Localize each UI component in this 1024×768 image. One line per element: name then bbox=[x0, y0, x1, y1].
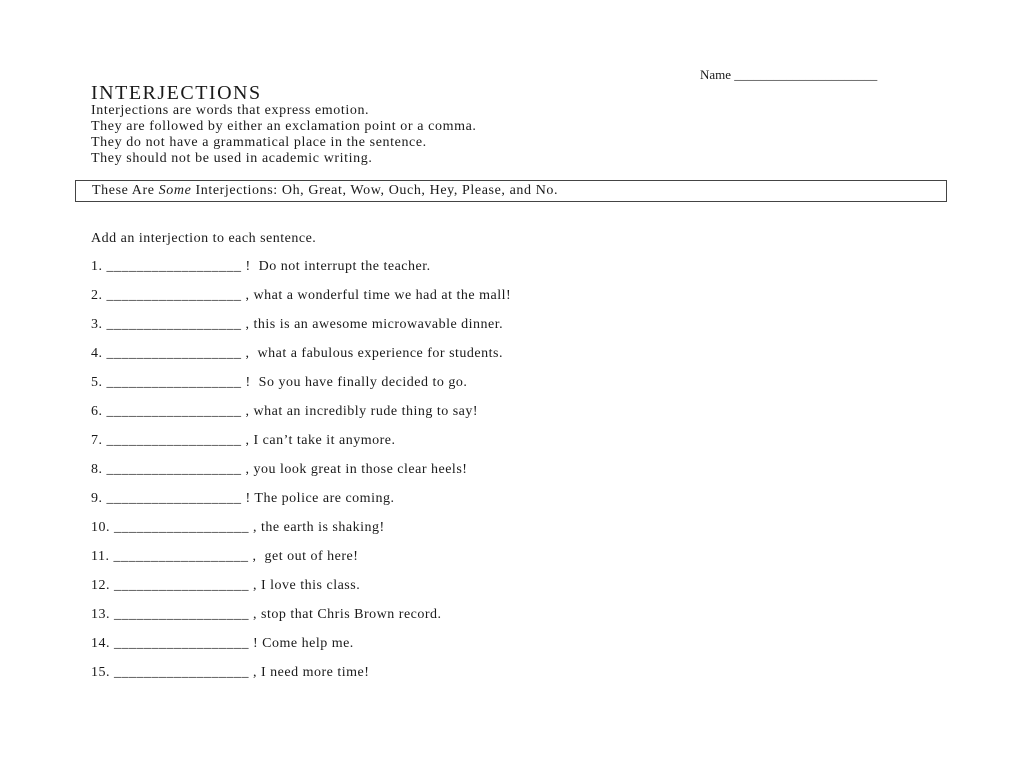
exercise-item bbox=[91, 665, 511, 694]
exercise-item bbox=[91, 491, 511, 520]
intro-line: They are followed by either an exclamation point or a comma. bbox=[91, 119, 477, 134]
exercise-item bbox=[91, 346, 511, 375]
box-emphasis: Some bbox=[158, 183, 192, 198]
answer-blank[interactable]: __________________ bbox=[106, 433, 242, 448]
item-sentence: , I need more time! bbox=[253, 665, 370, 680]
item-number: 8. bbox=[91, 462, 103, 477]
name-label: Name bbox=[700, 67, 732, 82]
answer-blank[interactable]: __________________ bbox=[106, 317, 242, 332]
interjections-example-box bbox=[75, 180, 947, 202]
item-number: 4. bbox=[91, 346, 103, 361]
answer-blank[interactable]: __________________ bbox=[106, 404, 242, 419]
answer-blank[interactable]: __________________ bbox=[114, 665, 249, 680]
answer-blank[interactable]: __________________ bbox=[114, 578, 249, 593]
exercise-item bbox=[91, 578, 511, 607]
intro-line: Interjections are words that express emotion. bbox=[91, 103, 370, 118]
item-sentence: , you look great in those clear heels! bbox=[245, 462, 468, 477]
answer-blank[interactable]: __________________ bbox=[106, 375, 242, 390]
item-sentence: , stop that Chris Brown record. bbox=[253, 607, 442, 622]
item-number: 5. bbox=[91, 375, 103, 390]
exercise-item bbox=[91, 520, 511, 549]
answer-blank[interactable]: __________________ bbox=[106, 346, 242, 361]
instruction: Add an interjection to each sentence. bbox=[91, 231, 317, 246]
item-sentence: ! So you have finally decided to go. bbox=[245, 375, 468, 390]
item-number: 13. bbox=[91, 607, 110, 622]
answer-blank[interactable]: __________________ bbox=[106, 288, 242, 303]
name-blank[interactable]: ______________________ bbox=[734, 67, 878, 82]
item-number: 3. bbox=[91, 317, 103, 332]
item-number: 11. bbox=[91, 549, 110, 564]
box-prefix: These Are bbox=[92, 183, 159, 198]
exercise-item bbox=[91, 549, 511, 578]
exercise-item bbox=[91, 288, 511, 317]
item-number: 12. bbox=[91, 578, 110, 593]
intro-line: They should not be used in academic writing. bbox=[91, 151, 373, 166]
item-sentence: ! The police are coming. bbox=[245, 491, 395, 506]
worksheet-title: INTERJECTIONS bbox=[91, 82, 262, 104]
item-number: 6. bbox=[91, 404, 103, 419]
exercise-item bbox=[91, 607, 511, 636]
item-number: 7. bbox=[91, 433, 103, 448]
exercise-list bbox=[91, 259, 511, 694]
item-sentence: , the earth is shaking! bbox=[253, 520, 385, 535]
item-number: 2. bbox=[91, 288, 103, 303]
exercise-item bbox=[91, 375, 511, 404]
answer-blank[interactable]: __________________ bbox=[114, 520, 249, 535]
exercise-item bbox=[91, 433, 511, 462]
answer-blank[interactable]: __________________ bbox=[114, 636, 249, 651]
answer-blank[interactable]: __________________ bbox=[106, 491, 242, 506]
answer-blank[interactable]: __________________ bbox=[114, 607, 249, 622]
item-sentence: , what a wonderful time we had at the mall! bbox=[245, 288, 512, 303]
answer-blank[interactable]: __________________ bbox=[106, 462, 242, 477]
example-box-text bbox=[92, 183, 558, 199]
item-sentence: , I can’t take it anymore. bbox=[245, 433, 396, 448]
exercise-item bbox=[91, 404, 511, 433]
item-sentence: ! Come help me. bbox=[253, 636, 354, 651]
exercise-item bbox=[91, 636, 511, 665]
item-number: 14. bbox=[91, 636, 110, 651]
item-sentence: , what an incredibly rude thing to say! bbox=[245, 404, 479, 419]
item-sentence: ! Do not interrupt the teacher. bbox=[245, 259, 431, 274]
answer-blank[interactable]: __________________ bbox=[113, 549, 249, 564]
name-field[interactable] bbox=[700, 67, 877, 83]
exercise-item bbox=[91, 462, 511, 491]
item-sentence: , this is an awesome microwavable dinner. bbox=[245, 317, 504, 332]
exercise-item bbox=[91, 259, 511, 288]
item-number: 10. bbox=[91, 520, 110, 535]
item-number: 9. bbox=[91, 491, 103, 506]
item-number: 15. bbox=[91, 665, 110, 680]
exercise-item bbox=[91, 317, 511, 346]
box-suffix: Interjections: Oh, Great, Wow, Ouch, Hey, Please, and No. bbox=[191, 183, 559, 198]
item-sentence: , what a fabulous experience for students. bbox=[245, 346, 503, 361]
item-sentence: , I love this class. bbox=[253, 578, 361, 593]
intro-line: They do not have a grammatical place in the sentence. bbox=[91, 135, 427, 150]
item-sentence: , get out of here! bbox=[252, 549, 359, 564]
item-number: 1. bbox=[91, 259, 103, 274]
intro-text bbox=[91, 103, 476, 167]
answer-blank[interactable]: __________________ bbox=[106, 259, 242, 274]
